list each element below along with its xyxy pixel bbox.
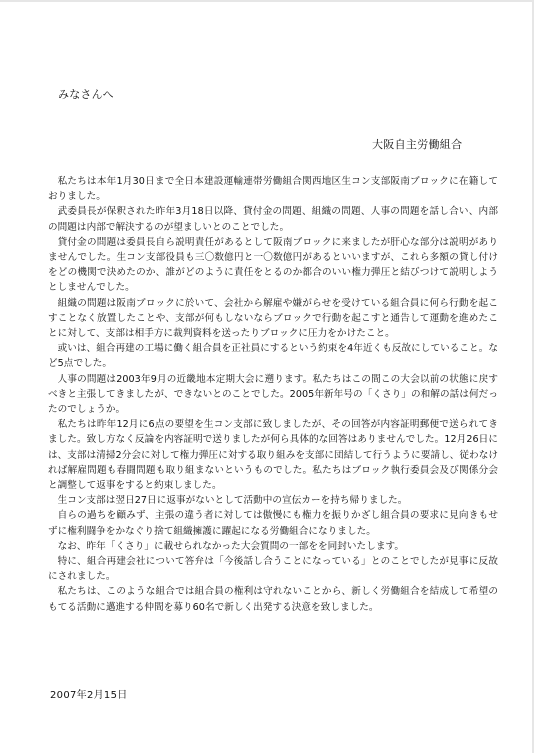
paragraph: 私たちは昨年12月に6点の要望を生コン支部に致しましたが、その回答が内容証明郵便で送られてきました。致し方なく反論を内容証明で送りましたが何ら具体的な回答はありませんでした。12月26日には、支部は清掃2分会に対して権力弾圧に対する取り組みを支部に団結して行うように要請し、従わなければ解雇問題も春闘問題も取り組まないというものでした。私たちはブロック執行委員会及び関係分会と調整して返事をすると約束しました。 bbox=[48, 419, 498, 492]
letter-body bbox=[48, 174, 498, 615]
paragraph: 武委員長が保釈された昨年3月18日以降、貸付金の問題、組織の問題、人事の問題を話し合い、内部の問題は内部で解決するのが望ましいとのことでした。 bbox=[48, 206, 498, 233]
scan-edge-top bbox=[0, 0, 534, 2]
paragraph: 生コン支部は翌日27日に返事がないとして活動中の宣伝カーを持ち帰りました。 bbox=[57, 495, 408, 507]
letter-date: 2007年2月15日 bbox=[50, 690, 128, 701]
paragraph: 特に、組合再建会社について答弁は「今後話し合うことになっている」とのことでしたが見事に反故にされました。 bbox=[48, 556, 498, 583]
paragraph: 貸付金の問題は委員長自ら説明責任があるとして阪南ブロックに来ましたが肝心な部分は説明がありませんでした。生コン支部役員も三〇数億円と一〇数億円があるといいますが、これら多額の貸し付けをどの機関で決めたのか、誰がどのように責任をとるのか都合のいい権力弾圧と結びつけて説明しようとしませんでした。 bbox=[48, 236, 498, 294]
sender-organization: 大阪自主労働組合 bbox=[372, 138, 463, 151]
paragraph: 組織の問題は阪南ブロックに於いて、会社から解雇や嫌がらせを受けている組合員に何ら行動を起こすことなく放置したことや、支部が何もしないならブロックで行動を起こすと通告して運動を進めたことに対して、支部は相手方に裁判資料を送ったりブロックに圧力をかけたこと。 bbox=[48, 297, 498, 340]
paragraph: 自らの過ちを顧みず、主張の違う者に対しては傲慢にも権力を振りかざし組合員の要求に見向きもせずに権利闘争をかなぐり捨て組織擁護に躍起になる労働組合になりました。 bbox=[48, 510, 498, 537]
paragraph: 私たちは、このような組合では組合員の権利は守れないことから、新しく労働組合を結成して希望のもてる活動に邁進する仲間を募り60名で新しく出発する決意を致しました。 bbox=[48, 586, 498, 613]
paragraph: なお、昨年「くさり」に載せられなかった大会質問の一部をを同封いたします。 bbox=[57, 540, 404, 552]
salutation: みなさんへ bbox=[58, 88, 114, 101]
paragraph: 人事の問題は2003年9月の近畿地本定期大会に遡ります。私たちはこの間この大会以前の状態に戻すべきと主張してきましたが、できないとのことでした。2005年新年号の「くさり」の和解の話は何だったのでしょうか。 bbox=[48, 373, 498, 416]
paragraph: 私たちは本年1月30日まで全日本建設運輸連帯労働組合関西地区生コン支部阪南ブロックに在籍しておりました。 bbox=[48, 176, 498, 203]
paragraph: 或いは、組合再建の工場に働く組合員を正社員にするという約束を4年近くも反故にしていること。など5点でした。 bbox=[48, 343, 498, 370]
